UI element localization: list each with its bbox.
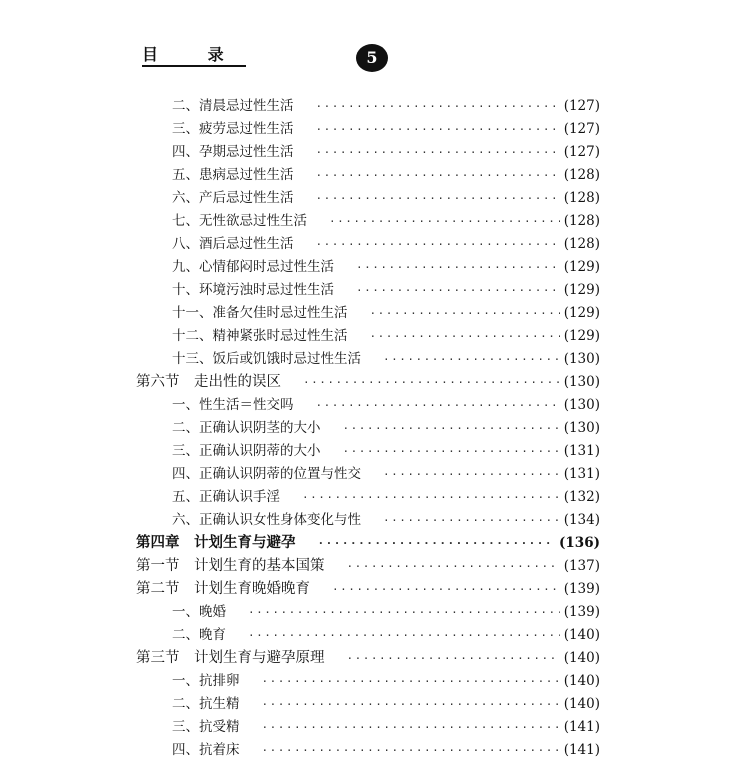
toc-entry bbox=[172, 716, 600, 738]
toc-dot-leader bbox=[303, 372, 560, 394]
toc-entry bbox=[172, 325, 600, 347]
toc-page-number: (129) bbox=[563, 328, 600, 344]
toc-page-number: (129) bbox=[563, 282, 600, 298]
toc-entry-title: 第四章 计划生育与避孕 bbox=[136, 535, 296, 551]
toc-entry-title: 四、孕期忌过性生活 bbox=[172, 144, 294, 160]
toc-page-number: (130) bbox=[563, 351, 600, 367]
toc-entry bbox=[172, 118, 600, 140]
toc-dot-leader bbox=[316, 96, 560, 118]
toc-entry-title: 三、正确认识阴蒂的大小 bbox=[172, 443, 321, 459]
toc-dot-leader bbox=[316, 119, 560, 141]
toc-dot-leader bbox=[262, 740, 560, 762]
toc-dot-leader bbox=[262, 671, 560, 693]
toc-dot-leader bbox=[318, 533, 556, 555]
toc-page-number: (128) bbox=[563, 213, 600, 229]
toc-page-number: (128) bbox=[563, 167, 600, 183]
toc-dot-leader bbox=[316, 165, 560, 187]
toc-dot-leader bbox=[332, 579, 560, 601]
toc-entry-title: 十二、精神紧张时忌过性生活 bbox=[172, 328, 348, 344]
toc-entry-title: 第一节 计划生育的基本国策 bbox=[136, 558, 325, 574]
toc-section-entry bbox=[136, 578, 600, 600]
toc-entry-title: 第三节 计划生育与避孕原理 bbox=[136, 650, 325, 666]
toc-entry-title: 四、抗着床 bbox=[172, 742, 240, 758]
toc-entry-title: 二、晚育 bbox=[172, 627, 226, 643]
toc-dot-leader bbox=[343, 418, 560, 440]
toc-entry bbox=[172, 670, 600, 692]
toc-page-number: (127) bbox=[563, 98, 600, 114]
toc-entry-title: 八、酒后忌过性生活 bbox=[172, 236, 294, 252]
toc-dot-leader bbox=[262, 694, 560, 716]
toc-dot-leader bbox=[383, 349, 560, 371]
toc-page-number: (139) bbox=[563, 604, 600, 620]
toc-dot-leader bbox=[329, 211, 560, 233]
toc-entry-title: 六、产后忌过性生活 bbox=[172, 190, 294, 206]
toc-dot-leader bbox=[302, 487, 560, 509]
toc-dot-leader bbox=[343, 441, 560, 463]
toc-entry bbox=[172, 463, 600, 485]
toc-page-number: (130) bbox=[563, 420, 600, 436]
toc-entry bbox=[172, 187, 600, 209]
toc-entry bbox=[172, 95, 600, 117]
toc-page-number: (127) bbox=[563, 144, 600, 160]
toc-entry-title: 六、正确认识女性身体变化与性 bbox=[172, 512, 361, 528]
toc-entry bbox=[172, 302, 600, 324]
toc-page-number: (136) bbox=[559, 535, 600, 551]
toc-page-number: (140) bbox=[563, 650, 600, 666]
toc-page-number: (129) bbox=[563, 259, 600, 275]
toc-entry bbox=[172, 624, 600, 646]
toc-page-number: (141) bbox=[563, 742, 600, 758]
toc-page-number: (131) bbox=[563, 466, 600, 482]
toc-page-number: (137) bbox=[563, 558, 600, 574]
toc-page-number: (129) bbox=[563, 305, 600, 321]
toc-entry-title: 二、抗生精 bbox=[172, 696, 240, 712]
toc-section-entry bbox=[136, 647, 600, 669]
toc-entry-title: 三、抗受精 bbox=[172, 719, 240, 735]
toc-page-number: (141) bbox=[563, 719, 600, 735]
toc-dot-leader bbox=[262, 717, 560, 739]
toc-entry-title: 四、正确认识阴蒂的位置与性交 bbox=[172, 466, 361, 482]
toc-entry-title: 一、抗排卵 bbox=[172, 673, 240, 689]
toc-entry bbox=[172, 394, 600, 416]
toc-entry-title: 二、清晨忌过性生活 bbox=[172, 98, 294, 114]
page-number-badge: 5 bbox=[356, 44, 388, 72]
toc-dot-leader bbox=[383, 464, 560, 486]
toc-entry-title: 五、患病忌过性生活 bbox=[172, 167, 294, 183]
toc-page-number: (139) bbox=[563, 581, 600, 597]
toc-dot-leader bbox=[370, 326, 560, 348]
toc-entry-title: 十、环境污浊时忌过性生活 bbox=[172, 282, 334, 298]
toc-section-entry bbox=[136, 371, 600, 393]
toc-entry bbox=[172, 210, 600, 232]
toc-section-entry bbox=[136, 555, 600, 577]
toc-entry-title: 一、晚婚 bbox=[172, 604, 226, 620]
toc-dot-leader bbox=[356, 280, 560, 302]
toc-dot-leader bbox=[370, 303, 560, 325]
toc-entry bbox=[172, 256, 600, 278]
toc-entry bbox=[172, 509, 600, 531]
toc-page-number: (130) bbox=[563, 397, 600, 413]
toc-dot-leader bbox=[316, 234, 560, 256]
toc-entry bbox=[172, 601, 600, 623]
toc-dot-leader bbox=[316, 395, 560, 417]
toc-page-number: (134) bbox=[563, 512, 600, 528]
toc-entry bbox=[172, 279, 600, 301]
toc-entry-title: 第六节 走出性的误区 bbox=[136, 374, 281, 390]
toc-dot-leader bbox=[347, 556, 560, 578]
toc-page-number: (127) bbox=[563, 121, 600, 137]
toc-entry-title: 第二节 计划生育晚婚晚育 bbox=[136, 581, 310, 597]
page-header-title: 目 录 bbox=[142, 46, 246, 67]
toc-entry bbox=[172, 693, 600, 715]
toc-page-number: (130) bbox=[563, 374, 600, 390]
toc-entry bbox=[172, 440, 600, 462]
toc-entry bbox=[172, 141, 600, 163]
toc-page-number: (131) bbox=[563, 443, 600, 459]
toc-entry bbox=[172, 417, 600, 439]
toc-entry-title: 九、心情郁闷时忌过性生活 bbox=[172, 259, 334, 275]
toc-page-number: (132) bbox=[563, 489, 600, 505]
toc-dot-leader bbox=[316, 142, 560, 164]
toc-entry-title: 二、正确认识阴茎的大小 bbox=[172, 420, 321, 436]
toc-dot-leader bbox=[248, 602, 560, 624]
toc-entry bbox=[172, 348, 600, 370]
toc-entry bbox=[172, 739, 600, 761]
toc-entry-title: 十一、准备欠佳时忌过性生活 bbox=[172, 305, 348, 321]
toc-entry bbox=[172, 486, 600, 508]
toc-entry-title: 七、无性欲忌过性生活 bbox=[172, 213, 307, 229]
toc-page-number: (128) bbox=[563, 236, 600, 252]
toc-page-number: (140) bbox=[563, 627, 600, 643]
toc-dot-leader bbox=[248, 625, 560, 647]
toc-entry bbox=[172, 164, 600, 186]
toc-dot-leader bbox=[316, 188, 560, 210]
toc-dot-leader bbox=[383, 510, 560, 532]
toc-entry-title: 一、性生活＝性交吗 bbox=[172, 397, 294, 413]
toc-entry bbox=[172, 233, 600, 255]
toc-page-number: (140) bbox=[563, 673, 600, 689]
toc-page-number: (140) bbox=[563, 696, 600, 712]
toc-entry-title: 三、疲劳忌过性生活 bbox=[172, 121, 294, 137]
toc-entry-title: 十三、饭后或饥饿时忌过性生活 bbox=[172, 351, 361, 367]
toc-entry-title: 五、正确认识手淫 bbox=[172, 489, 280, 505]
toc-section-entry bbox=[136, 532, 600, 554]
toc-page-number: (128) bbox=[563, 190, 600, 206]
toc-dot-leader bbox=[356, 257, 560, 279]
toc-dot-leader bbox=[347, 648, 560, 670]
